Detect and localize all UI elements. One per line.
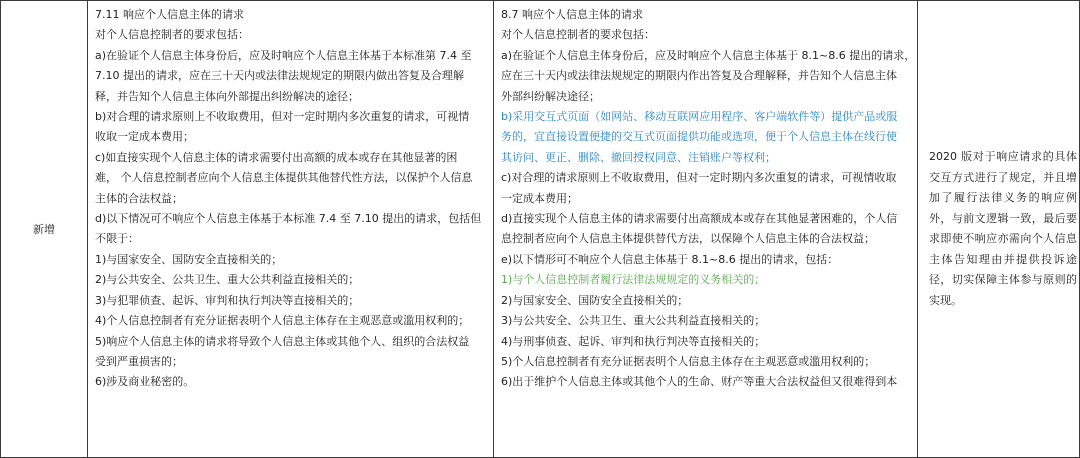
text-line: 5)响应个人信息主体的请求将导致个人信息主体或其他个人、组织的合法权益 [95,334,470,348]
text-line: c)如直接实现个人信息主体的请求需要付出高额的成本或存在其他显著的困 [95,150,458,164]
old-standard-text [95,5,495,393]
text-line: b)采用交互式页面（如网站、移动互联网应用程序、客户端软件等）提供产品或服 [501,110,898,124]
change-type-label: 新增 [33,223,55,236]
text-line: 2)与公共安全、公共卫生、重大公共利益直接相关的； [95,273,360,287]
text-line: 1)与个人信息控制者履行法律法规规定的义务相关的； [501,273,766,287]
text-line: 6)出于维护个人信息主体或其他个人的生命、财产等重大合法权益但又很难得到本 [501,375,898,389]
text-line: 对个人信息控制者的要求包括： [95,28,249,42]
text-line: 4)与刑事侦查、起诉、审判和执行判决等直接相关的； [501,334,766,348]
remark-cell [919,1,1080,457]
text-line: d)直接实现个人信息主体的请求需要付出高额成本或存在其他显著困难的，个人信 [501,212,898,226]
text-line: 7.10 提出的请求，应在三十天内或法律法规规定的期限内做出答复及合理解 [95,69,464,83]
remark-text: 2020 版对于响应请求的具体交互方式进行了规定，并且增加了履行法律义务的响应例外，与前文逻辑一致，最后要求即使不响应亦需向个人信息主体告知理由并提供投诉途径，切实保障主体参与原则的实现。 [929,150,1077,307]
text-line: e)以下情形可不响应个人信息主体基于 8.1~8.6 提出的请求，包括： [501,252,839,266]
text-line: a)在验证个人信息主体身份后，应及时响应个人信息主体基于本标准第 7.4 至 [95,48,472,62]
text-line: 7.11 响应个人信息主体的请求 [95,8,244,21]
text-line: 务的，宜直接设置便捷的交互式页面提供功能或选项，便于个人信息主体在线行使 [501,130,897,144]
text-line: 受到严重损害的； [95,354,183,368]
text-line: b)对合理的请求原则上不收取费用，但对一定时期内多次重复的请求，可视情 [95,110,470,124]
change-type-cell [1,1,87,457]
text-line: 3)与公共安全、公共卫生、重大公共利益直接相关的； [501,314,766,328]
text-line: 4)个人信息控制者有充分证据表明个人信息主体存在主观恶意或滥用权利的； [95,314,470,328]
new-standard-text [501,5,923,393]
text-line: 对个人信息控制者的要求包括： [501,28,655,42]
text-line: 外部纠纷解决途径； [501,89,600,103]
text-line: d)以下情况可不响应个人信息主体基于本标准 7.4 至 7.10 提出的请求，包括但 [95,212,482,226]
text-line: 其访问、更正、删除、撤回授权同意、注销账户等权利； [501,150,776,164]
text-line: 收取一定成本费用； [95,130,194,144]
text-line: 5)个人信息控制者有充分证据表明个人信息主体存在主观恶意或滥用权利的； [501,354,876,368]
text-line: 难， 个人信息控制者应向个人信息主体提供其他替代性方法，以保护个人信息 [95,171,473,185]
text-line: 1)与国家安全、国防安全直接相关的； [95,252,283,266]
text-line: c)对合理的请求原则上不收取费用，但对一定时期内多次重复的请求，可视情收取 [501,171,897,185]
text-line: a)在验证个人信息主体身份后，应及时响应个人信息主体基于 8.1~8.6 提出的请求， [501,48,916,62]
text-line: 一定成本费用； [501,191,578,205]
text-line: 2)与国家安全、国防安全直接相关的； [501,293,689,307]
text-line: 8.7 响应个人信息主体的请求 [501,8,643,21]
text-line: 息控制者应向个人信息主体提供替代方法，以保障个人信息主体的合法权益； [501,232,875,246]
text-line: 6)涉及商业秘密的。 [95,375,195,389]
text-line: 释，并告知个人信息主体向外部提出纠纷解决的途径； [95,89,359,103]
new-standard-cell [495,1,929,457]
column-divider [87,1,88,457]
text-line: 应在三十天内或法律法规规定的期限内作出答复及合理解释，并告知个人信息主体 [501,69,897,83]
old-standard-cell [89,1,501,457]
text-line: 3)与犯罪侦查、起诉、审判和执行判决等直接相关的； [95,293,360,307]
text-line: 不限于： [95,232,139,246]
text-line: 主体的合法权益； [95,191,183,205]
